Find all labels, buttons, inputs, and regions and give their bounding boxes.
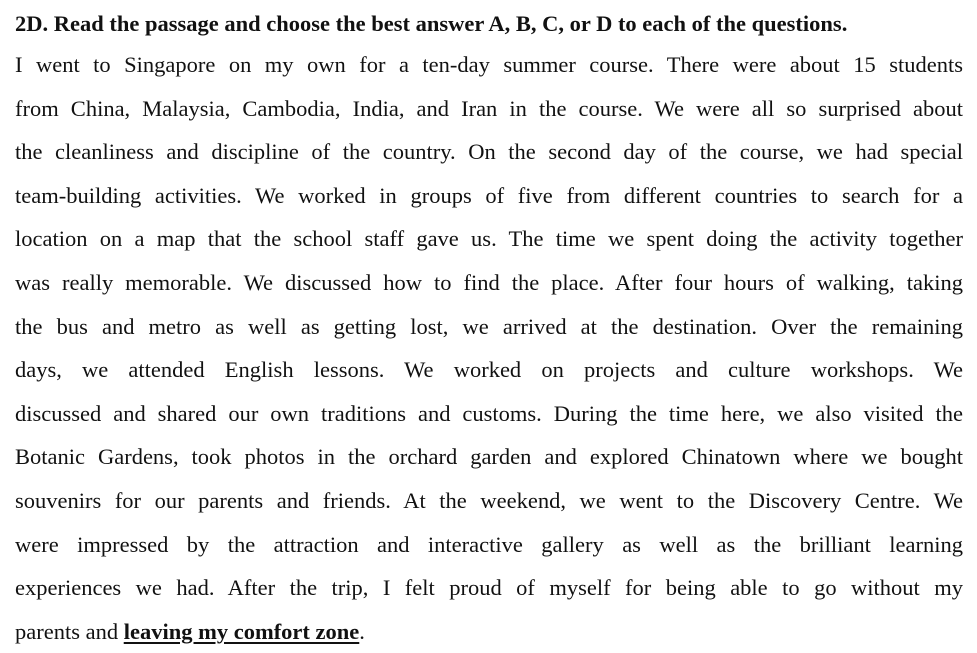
- passage-line: were impressed by the attraction and interactive gallery as well as the brilliant learning: [15, 531, 963, 557]
- underlined-phrase: leaving my comfort zone: [123, 618, 360, 644]
- passage-line: location on a map that the school staff gave us. The time we spent doing the activity together: [15, 226, 963, 252]
- passage-line: the cleanliness and discipline of the country. On the second day of the course, we had special: [15, 139, 963, 165]
- passage-line: Botanic Gardens, took photos in the orchard garden and explored Chinatown where we bought: [15, 444, 963, 470]
- exercise-heading: 2D. Read the passage and choose the best answer A, B, C, or D to each of the questions.: [15, 11, 848, 36]
- last-line-prefix: parents and: [15, 618, 124, 644]
- passage-line: was really memorable. We discussed how to find the place. After four hours of walking, taking: [15, 269, 963, 295]
- reading-passage: [15, 43, 963, 653]
- passage-line: I went to Singapore on my own for a ten-day summer course. There were about 15 students: [15, 52, 963, 77]
- passage-line: from China, Malaysia, Cambodia, India, and Iran in the course. We were all so surprised about: [15, 95, 963, 121]
- passage-line: team-building activities. We worked in groups of five from different countries to search for a: [15, 182, 963, 208]
- passage-line: days, we attended English lessons. We worked on projects and culture workshops. We: [15, 357, 963, 383]
- passage-line: experiences we had. After the trip, I felt proud of myself for being able to go without my: [15, 575, 963, 601]
- passage-line: the bus and metro as well as getting lost, we arrived at the destination. Over the remaining: [15, 313, 963, 339]
- passage-line: souvenirs for our parents and friends. At the weekend, we went to the Discovery Centre. We: [15, 487, 963, 513]
- last-line-suffix: .: [359, 618, 365, 644]
- passage-last-line: [15, 610, 963, 653]
- passage-line: discussed and shared our own traditions and customs. During the time here, we also visited the: [15, 400, 963, 426]
